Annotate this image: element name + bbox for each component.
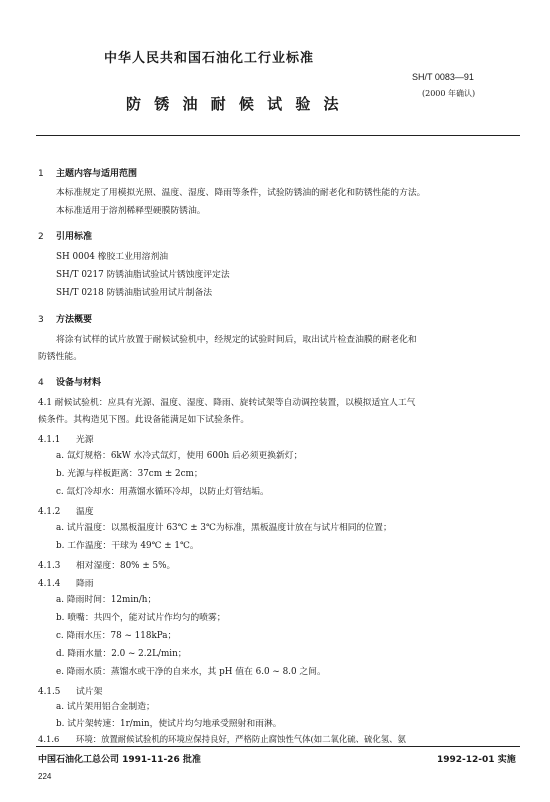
- list-item: a. 试片温度：以黑板温度计 63℃ ± 3℃为标准，黑板温度计放在与试片相同的位置；: [56, 523, 392, 533]
- confirmation-note: (2000 年确认): [422, 89, 476, 98]
- list-item: a. 氙灯规格：6kW 水冷式氙灯，使用 600h 后必须更换新灯；: [56, 451, 303, 461]
- section-1-paragraph: 本标准适用于溶剂稀释型硬膜防锈油。: [56, 206, 206, 216]
- issuing-body-title: 中华人民共和国石油化工行业标准: [104, 51, 315, 66]
- implementation-date: 1992-12-01 实施: [437, 755, 516, 765]
- document-title: 防 锈 油 耐 候 试 验 法: [126, 95, 343, 113]
- footer-divider: [36, 746, 520, 747]
- reference-item: SH/T 0218 防锈油脂试验用试片制备法: [56, 288, 213, 298]
- section-3-paragraph: 将涂有试样的试片放置于耐候试验机中，经规定的试验时间后，取出试片检查油膜的耐老化和: [56, 335, 417, 345]
- clause-4-1-4: 4.1.4 降雨: [38, 579, 94, 589]
- page-number: 224: [38, 772, 52, 781]
- clause-4-1: 4.1 耐候试验机：应具有光源、温度、湿度、降雨、旋转试架等自动调控装置，以模拟适宜人工气: [38, 398, 416, 408]
- standard-number: SH/T 0083—91: [412, 72, 474, 82]
- list-item: d. 降雨水量：2.0 ~ 2.2L/min；: [56, 649, 187, 659]
- clause-4-1-2: 4.1.2 温度: [38, 507, 94, 517]
- list-item: b. 光源与样板距离：37cm ± 2cm；: [56, 469, 203, 479]
- list-item: c. 氙灯冷却水：用蒸馏水循环冷却，以防止灯管结垢。: [56, 487, 269, 497]
- section-3-heading: 3 方法概要: [38, 315, 93, 325]
- reference-item: SH/T 0217 防锈油脂试验试片锈蚀度评定法: [56, 270, 230, 280]
- list-item: a. 试片架用铝合金制造；: [56, 702, 155, 712]
- clause-4-1-6: 4.1.6 环境：放置耐候试验机的环境应保持良好，严格防止腐蚀性气体(如二氧化硫、硫化氢、氨: [38, 734, 406, 744]
- list-item: a. 降雨时间：12min/h；: [56, 595, 157, 605]
- approval-line: 中国石油化工总公司 1991-11-26 批准: [38, 755, 201, 765]
- clause-4-1-5: 4.1.5 试片架: [38, 687, 103, 697]
- list-item: b. 试片架转速：1r/min，使试片均匀地承受照射和雨淋。: [56, 719, 282, 729]
- section-1-heading: 1 主题内容与适用范围: [38, 169, 138, 179]
- list-item: c. 降雨水压：78 ~ 118kPa；: [56, 631, 177, 641]
- list-item: e. 降雨水质：蒸馏水或干净的自来水，其 pH 值在 6.0 ~ 8.0 之间。: [56, 667, 326, 677]
- list-item: b. 工作温度：干球为 49℃ ± 1℃。: [56, 541, 199, 551]
- clause-4-1-1: 4.1.1 光源: [38, 435, 94, 445]
- section-3-paragraph: 防锈性能。: [38, 352, 82, 362]
- list-item: b. 喷嘴：共四个，能对试片作均匀的喷雾；: [56, 613, 226, 623]
- reference-item: SH 0004 橡胶工业用溶剂油: [56, 252, 169, 262]
- section-4-heading: 4 设备与材料: [38, 378, 102, 388]
- section-1-paragraph: 本标准规定了用模拟光照、温度、湿度、降雨等条件，试验防锈油的耐老化和防锈性能的方法。: [56, 188, 426, 198]
- section-2-heading: 2 引用标准: [38, 232, 93, 242]
- clause-4-1: 候条件。其构造见下图。此设备能满足如下试验条件。: [38, 415, 250, 425]
- clause-4-1-3: 4.1.3 相对湿度：80% ± 5%。: [38, 561, 176, 571]
- header-divider: [36, 135, 520, 136]
